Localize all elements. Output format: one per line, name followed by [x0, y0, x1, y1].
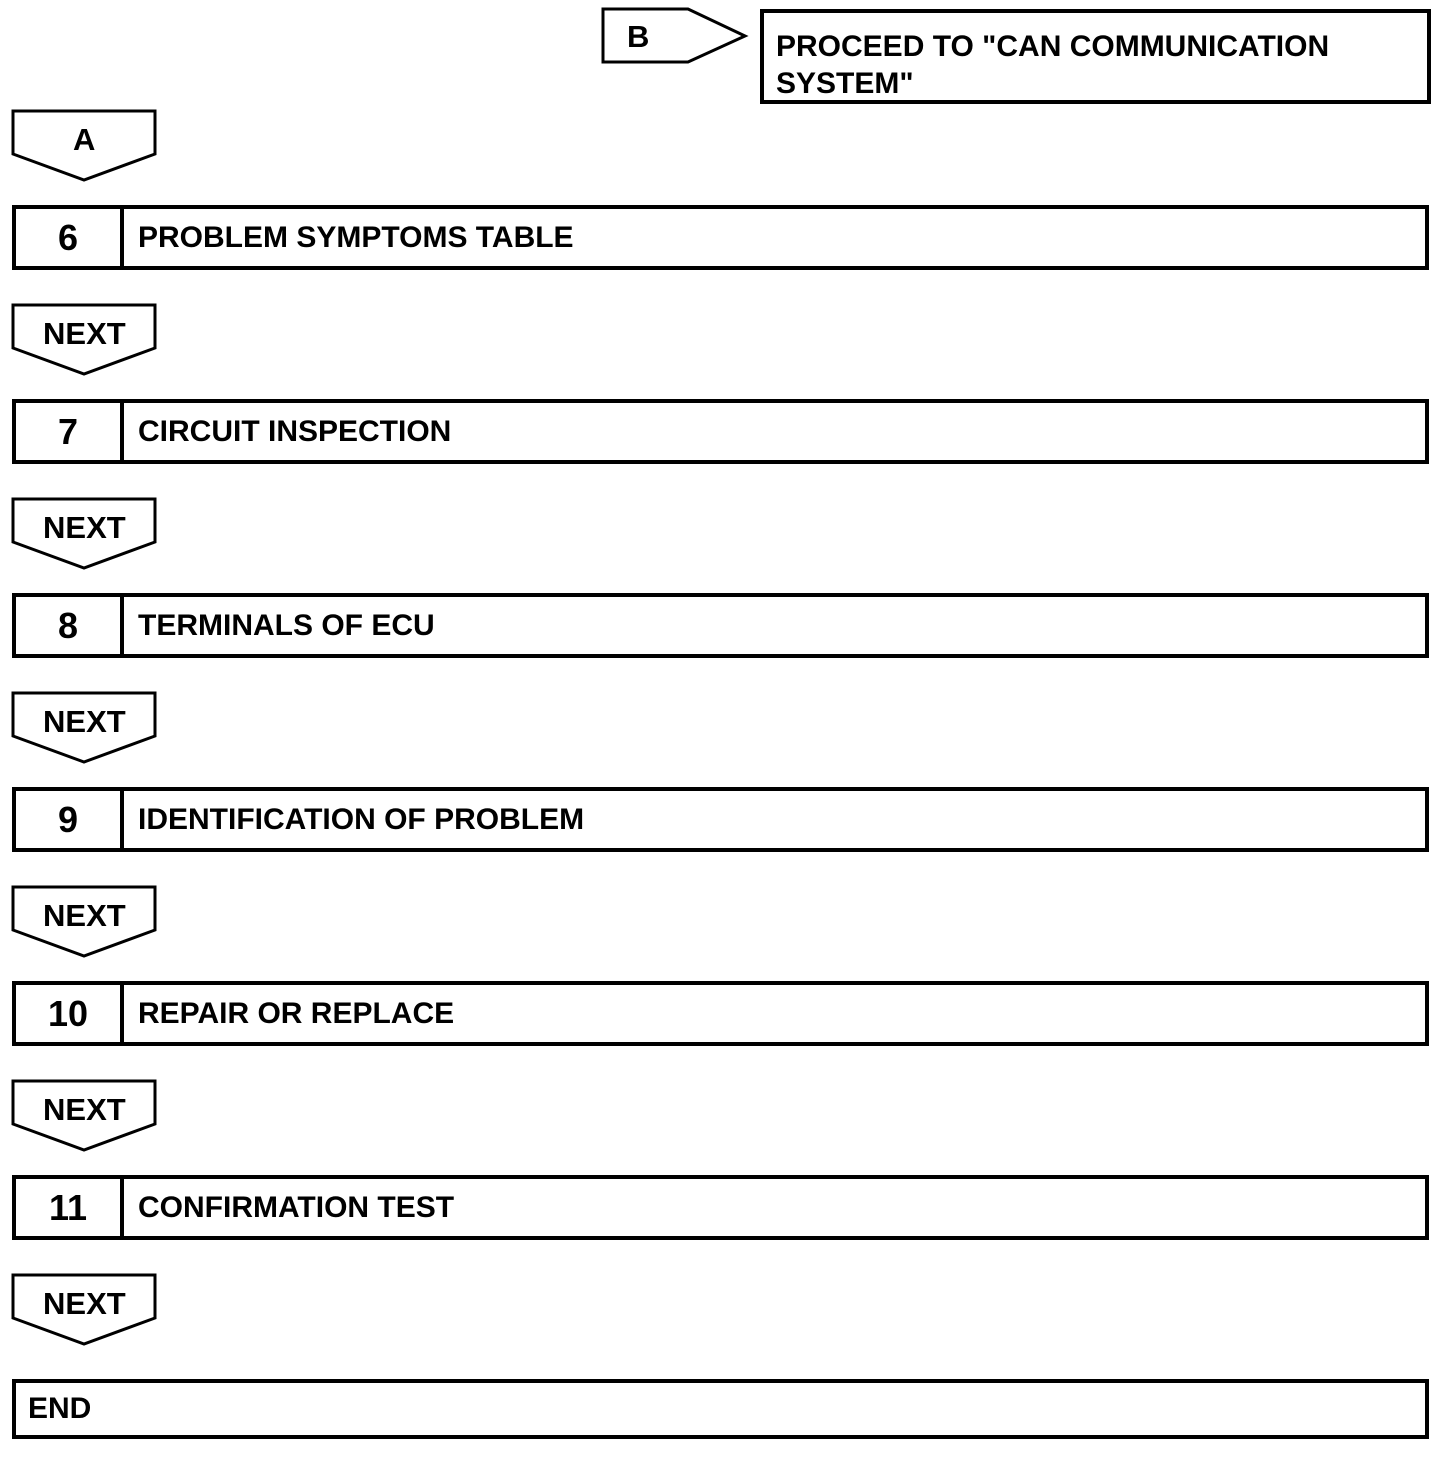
next-label: NEXT	[43, 704, 126, 739]
step-6-box	[12, 205, 1429, 270]
step-11-box	[12, 1175, 1429, 1240]
next-label: NEXT	[43, 1092, 126, 1127]
next-label: NEXT	[43, 510, 126, 545]
step-title: PROBLEM SYMPTOMS TABLE	[138, 220, 574, 254]
branch-b-label: B	[627, 19, 650, 54]
step-title: CONFIRMATION TEST	[138, 1190, 455, 1224]
step-title: REPAIR OR REPLACE	[138, 996, 455, 1030]
step-number: 8	[16, 597, 124, 654]
step-number: 7	[16, 403, 124, 460]
branch-a-label: A	[73, 122, 96, 157]
step-title: TERMINALS OF ECU	[138, 608, 435, 642]
step-9-box	[12, 787, 1429, 852]
step-title: CIRCUIT INSPECTION	[138, 414, 452, 448]
branch-b-arrow	[600, 6, 752, 66]
step-7-box	[12, 399, 1429, 464]
step-number: 10	[16, 985, 124, 1042]
step-number: 6	[16, 209, 124, 266]
next-label: NEXT	[43, 316, 126, 351]
proceed-box: PROCEED TO "CAN COMMUNICATION SYSTEM"	[760, 9, 1431, 104]
step-number: 9	[16, 791, 124, 848]
step-10-box	[12, 981, 1429, 1046]
end-box: END	[12, 1379, 1429, 1439]
step-title: IDENTIFICATION OF PROBLEM	[138, 802, 585, 836]
next-label: NEXT	[43, 898, 126, 933]
next-label: NEXT	[43, 1286, 126, 1321]
step-number: 11	[16, 1179, 124, 1236]
step-8-box	[12, 593, 1429, 658]
